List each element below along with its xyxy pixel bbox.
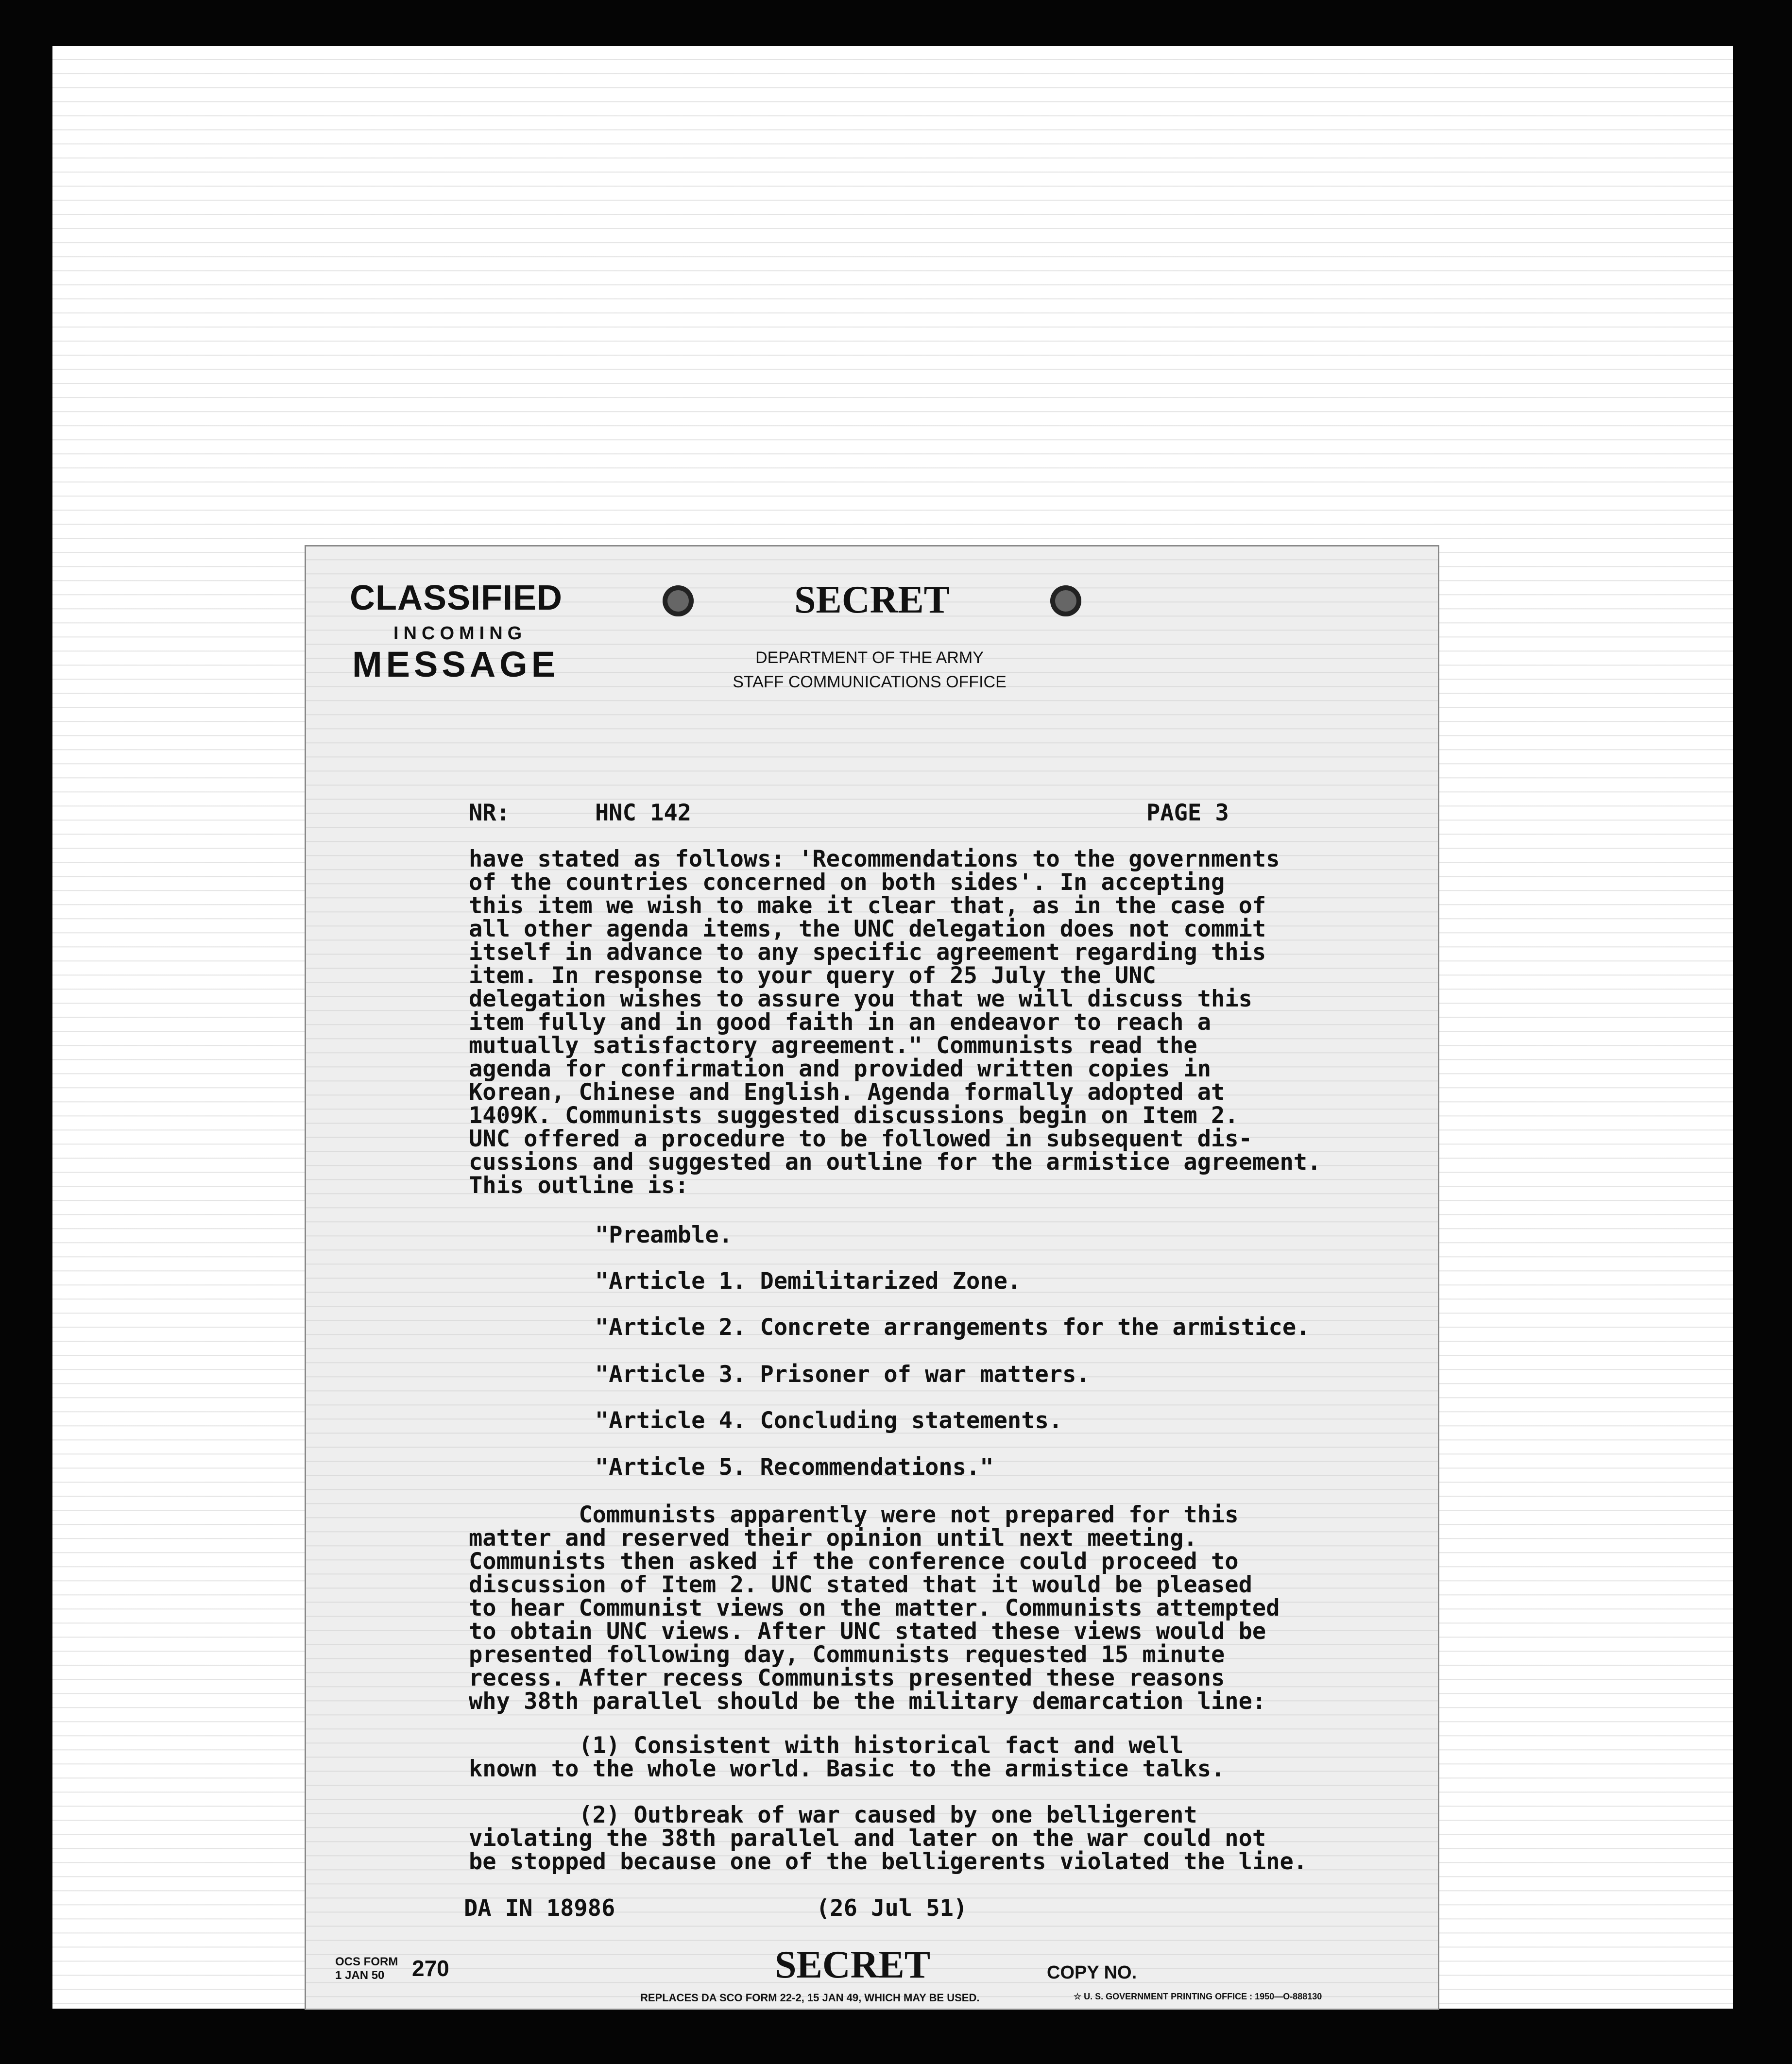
secret-stamp-bottom: SECRET bbox=[775, 1944, 931, 1986]
punch-hole-left bbox=[663, 585, 694, 616]
outline-preamble: "Preamble. bbox=[595, 1222, 733, 1248]
nr-value: HNC 142 bbox=[595, 800, 692, 826]
page-number: PAGE 3 bbox=[1146, 800, 1229, 826]
classified-heading: CLASSIFIED bbox=[350, 579, 563, 617]
ocs-form-date: 1 JAN 50 bbox=[335, 1969, 385, 1982]
ocs-form-label: OCS FORM bbox=[335, 1955, 398, 1968]
reason-2: (2) Outbreak of war caused by one belligerent violating the 38th parallel and later on the war could not be stopped because one of the belligerents violated the line. bbox=[469, 1802, 1308, 1875]
department-line: DEPARTMENT OF THE ARMY bbox=[755, 648, 984, 667]
outline-article-5: "Article 5. Recommendations." bbox=[595, 1454, 994, 1481]
date-reference: (26 Jul 51) bbox=[816, 1895, 968, 1922]
outline-article-3: "Article 3. Prisoner of war matters. bbox=[595, 1361, 1090, 1388]
secret-stamp-top: SECRET bbox=[794, 579, 950, 621]
message-heading: MESSAGE bbox=[352, 644, 560, 684]
da-in-number: DA IN 18986 bbox=[464, 1895, 615, 1922]
replaces-notice: REPLACES DA SCO FORM 22-2, 15 JAN 49, WHICH MAY BE USED. bbox=[640, 1992, 980, 2004]
reason-1: (1) Consistent with historical fact and well known to the whole world. Basic to the armistice talks. bbox=[469, 1732, 1225, 1782]
nr-label: NR: bbox=[469, 800, 510, 826]
copy-number-label: COPY NO. bbox=[1047, 1962, 1137, 1983]
outline-article-1: "Article 1. Demilitarized Zone. bbox=[595, 1268, 1022, 1295]
outline-article-2: "Article 2. Concrete arrangements for the armistice. bbox=[595, 1314, 1310, 1341]
printing-office-notice: ☆ U. S. GOVERNMENT PRINTING OFFICE : 1950—O-888130 bbox=[1074, 1992, 1322, 2001]
body-paragraph-1: have stated as follows: 'Recommendations to the governments of the countries concerned on both sides'. In accepting this item we wish to make it clear that, as in the case of all other agenda items, the UNC delegation does not commit itself in advance to any specific agreement regarding this item. In response to your query of 25 July the UNC delegation wishes to assure you that we will discuss this item fully and in good faith in an endeavor to reach a mutually satisfactory agreement." Communists read the agenda for confirmation and provided written copies in Korean, Chinese and English. Agenda formally adopted at 1409K. Communists suggested discussions begin on Item 2. UNC offered a procedure to be followed in subsequent dis- cussions and suggested an outline for the armistice agreement. This outline is: bbox=[469, 846, 1321, 1199]
body-paragraph-2: Communists apparently were not prepared for this matter and reserved their opinion until next meeting. Communists then asked if the conference could proceed to discussion of Item 2. UNC stated that it would be pleased to hear Communist views on the matter. Communists attempted to obtain UNC views. After UNC stated these views would be presented following day, Communists requested 15 minute recess. After recess Communists presented these reasons why 38th parallel should be the military demarcation line: bbox=[469, 1501, 1280, 1715]
ocs-form-number: 270 bbox=[412, 1956, 449, 1981]
outline-article-4: "Article 4. Concluding statements. bbox=[595, 1407, 1063, 1434]
office-line: STAFF COMMUNICATIONS OFFICE bbox=[733, 673, 1007, 691]
incoming-label: INCOMING bbox=[393, 623, 527, 644]
punch-hole-right bbox=[1050, 585, 1081, 616]
